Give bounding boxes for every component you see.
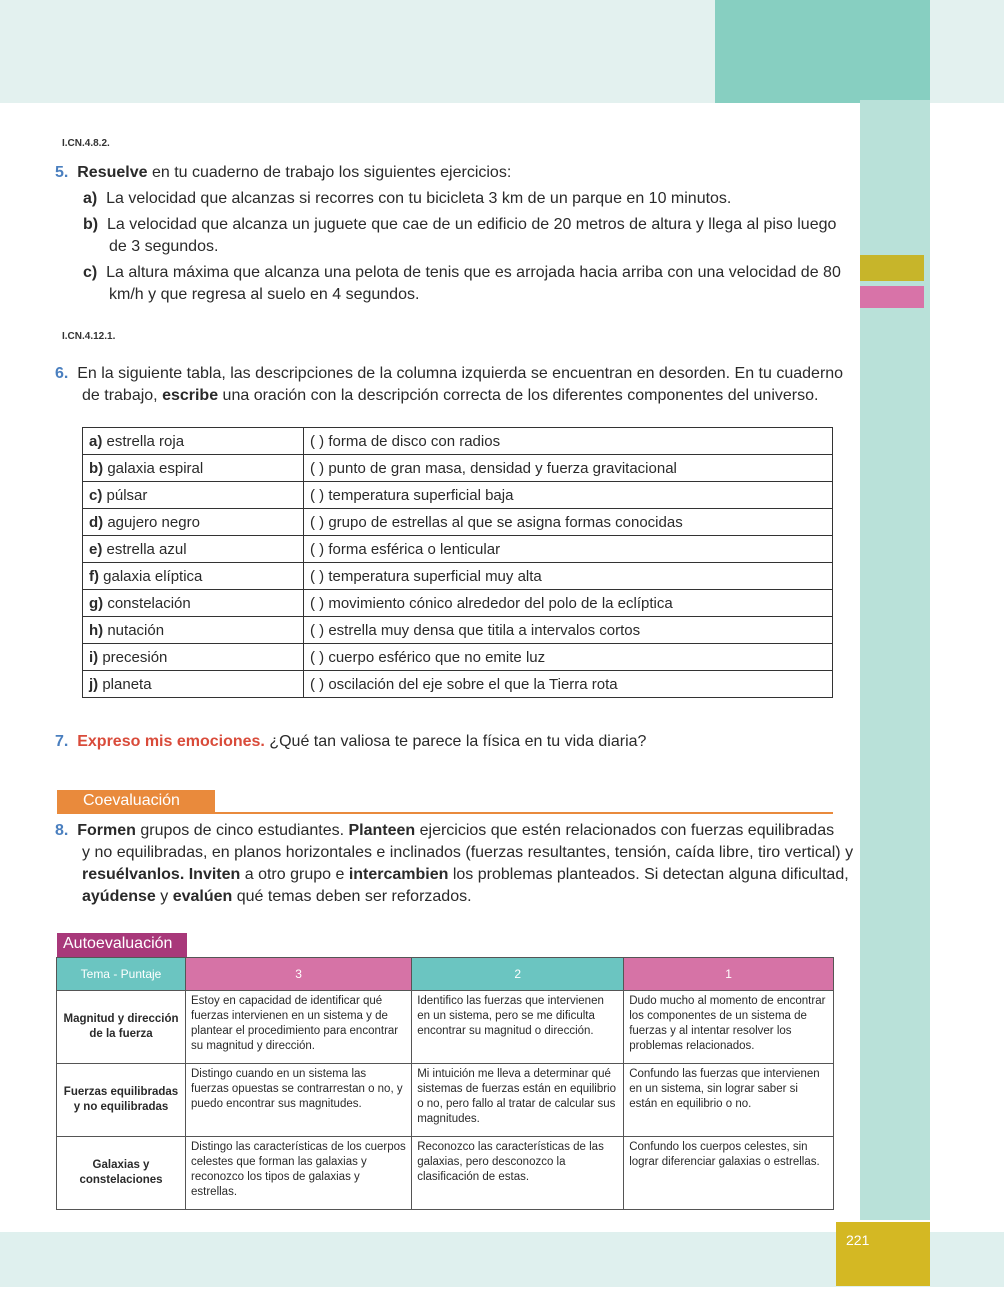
page-number: 221 (836, 1222, 930, 1286)
rubric-cell: Estoy en capacidad de identificar qué fuerzas intervienen en un sistema y de plantear el procedimiento para encontrar su magnitud y dirección. (186, 991, 412, 1064)
question-5-stem (55, 162, 511, 184)
text-part: resuélvanlos. (82, 866, 185, 883)
table-row (83, 428, 833, 455)
table-row (83, 455, 833, 482)
row-term: galaxia espiral (103, 459, 204, 477)
row-letter: d) (89, 513, 104, 531)
row-letter: g) (89, 594, 104, 612)
left-cell (83, 590, 304, 617)
rubric-row (57, 991, 834, 1064)
text-part: los problemas planteados. Si detectan alguna dificultad, (448, 866, 849, 883)
coevaluacion-header: Coevaluación (57, 790, 215, 814)
q5-item-c-cont: km/h y que regresa al suelo en 4 segundos. (109, 286, 420, 303)
left-cell (83, 563, 304, 590)
item-letter: a) (83, 190, 98, 207)
q5-item-b (83, 214, 836, 236)
question-text: en tu cuaderno de trabajo los siguientes ejercicios: (147, 164, 512, 181)
rubric-table (56, 957, 834, 1210)
left-cell (83, 536, 304, 563)
rubric-topic: Magnitud y dirección de la fuerza (57, 991, 186, 1064)
text-part: de trabajo, (82, 387, 163, 404)
question-verb: Resuelve (77, 164, 148, 181)
question-6-stem (55, 363, 843, 385)
left-cell (83, 455, 304, 482)
right-cell: ( ) forma esférica o lenticular (304, 536, 833, 563)
text-part: escribe (162, 387, 219, 404)
right-cell: ( ) cuerpo esférico que no emite luz (304, 644, 833, 671)
row-term: púlsar (102, 486, 148, 504)
rubric-cell: Identifico las fuerzas que intervienen en un sistema, pero se me dificulta encontrar su magnitud o dirección. (412, 991, 624, 1064)
table-row (83, 536, 833, 563)
text-part: intercambien (348, 866, 449, 883)
right-cell: ( ) movimiento cónico alrededor del polo de la eclíptica (304, 590, 833, 617)
left-cell (83, 671, 304, 698)
rubric-cell: Confundo las fuerzas que intervienen en un sistema, sin lograr saber si están en equilibrio o no. (624, 1064, 834, 1137)
row-term: precesión (98, 648, 168, 666)
rubric-header-row (57, 958, 834, 991)
row-letter: f) (89, 567, 99, 585)
question-6-stem-cont (82, 385, 818, 407)
question-number: 7. (55, 733, 69, 750)
question-8-line4 (82, 886, 472, 908)
header-score-1: 1 (624, 958, 834, 991)
rubric-cell: Distingo cuando en un sistema las fuerzas opuestas se contrarrestan o no, y puedo encontrar sus magnitudes. (186, 1064, 412, 1137)
autoevaluacion-header: Autoevaluación (57, 933, 187, 957)
text-part: grupos de cinco estudiantes. (135, 822, 349, 839)
indicator-code: I.CN.4.8.2. (62, 138, 110, 149)
rubric-cell: Distingo las características de los cuerpos celestes que forman las galaxias y reconozco los tipos de galaxias y estrellas. (186, 1137, 412, 1210)
row-letter: j) (89, 675, 99, 693)
q5-item-a (83, 188, 731, 210)
rubric-row (57, 1137, 834, 1210)
question-7 (55, 731, 646, 753)
left-cell (83, 617, 304, 644)
table-row (83, 563, 833, 590)
coevaluacion-divider (57, 812, 833, 814)
left-cell (83, 428, 304, 455)
right-cell: ( ) punto de gran masa, densidad y fuerza gravitacional (304, 455, 833, 482)
header-tema: Tema - Puntaje (57, 958, 186, 991)
text-part: ejercicios que estén relacionados con fuerzas equilibradas (415, 822, 835, 839)
olive-tab-marker (860, 255, 924, 281)
text-part: ayúdense (82, 888, 156, 905)
text-part: Formen (77, 822, 136, 839)
q5-item-c (83, 262, 841, 284)
text-part: Inviten (188, 866, 241, 883)
table-row (83, 590, 833, 617)
right-cell: ( ) temperatura superficial baja (304, 482, 833, 509)
item-text: La altura máxima que alcanza una pelota de tenis que es arrojada hacia arriba con una velocidad de 80 (106, 264, 841, 281)
rubric-cell: Dudo mucho al momento de encontrar los componentes de un sistema de fuerzas y al intentar resolver los problemas relacionados. (624, 991, 834, 1064)
question-8-line1 (55, 820, 834, 842)
row-term: agujero negro (103, 513, 200, 531)
emotion-heading: Expreso mis emociones. (77, 733, 265, 750)
q5-item-b-cont: de 3 segundos. (109, 238, 219, 255)
row-letter: i) (89, 648, 99, 666)
text-part: evalúen (172, 888, 233, 905)
right-cell: ( ) oscilación del eje sobre el que la Tierra rota (304, 671, 833, 698)
rubric-cell: Mi intuición me lleva a determinar qué sistemas de fuerzas están en equilibrio o no, pero fallo al tratar de calcular sus magnitudes. (412, 1064, 624, 1137)
right-cell: ( ) forma de disco con radios (304, 428, 833, 455)
table-row (83, 644, 833, 671)
question-8-line3 (82, 864, 849, 886)
item-text: La velocidad que alcanzas si recorres con tu bicicleta 3 km de un parque en 10 minutos. (106, 190, 732, 207)
text-part: una oración con la descripción correcta de los diferentes componentes del universo. (218, 387, 819, 404)
row-letter: b) (89, 459, 104, 477)
row-letter: a) (89, 432, 103, 450)
table-row (83, 482, 833, 509)
right-cell: ( ) temperatura superficial muy alta (304, 563, 833, 590)
right-cell: ( ) grupo de estrellas al que se asigna formas conocidas (304, 509, 833, 536)
table-row (83, 509, 833, 536)
right-cell: ( ) estrella muy densa que titila a intervalos cortos (304, 617, 833, 644)
row-term: estrella roja (102, 432, 185, 450)
row-letter: h) (89, 621, 104, 639)
indicator-code: I.CN.4.12.1. (62, 331, 116, 342)
matching-table (82, 427, 833, 698)
text-part: qué temas deben ser reforzados. (232, 888, 472, 905)
item-letter: b) (83, 216, 99, 233)
header-score-3: 3 (186, 958, 412, 991)
question-text: ¿Qué tan valiosa te parece la física en tu vida diaria? (264, 733, 647, 750)
row-term: planeta (98, 675, 152, 693)
question-number: 6. (55, 365, 69, 382)
table-row (83, 617, 833, 644)
rubric-row (57, 1064, 834, 1137)
item-letter: c) (83, 264, 98, 281)
text-part: Planteen (348, 822, 416, 839)
question-8-line2: y no equilibradas, en planos horizontales e inclinados (fuerzas resultantes, tensión, caída libre, tiro vertical) y (82, 844, 854, 861)
table-row (83, 671, 833, 698)
rubric-cell: Confundo los cuerpos celestes, sin lograr diferenciar galaxias o estrellas. (624, 1137, 834, 1210)
text-part: a otro grupo e (240, 866, 349, 883)
question-number: 8. (55, 822, 69, 839)
left-cell (83, 482, 304, 509)
rubric-topic: Galaxias y constelaciones (57, 1137, 186, 1210)
item-text: La velocidad que alcanza un juguete que cae de un edificio de 20 metros de altura y llega al piso luego (107, 216, 837, 233)
row-letter: c) (89, 486, 103, 504)
row-term: estrella azul (102, 540, 187, 558)
left-cell (83, 509, 304, 536)
rubric-topic: Fuerzas equilibradas y no equilibradas (57, 1064, 186, 1137)
text-part: y (155, 888, 173, 905)
row-term: galaxia elíptica (99, 567, 203, 585)
rubric-cell: Reconozco las características de las galaxias, pero desconozco la clasificación de estas. (412, 1137, 624, 1210)
row-letter: e) (89, 540, 103, 558)
question-number: 5. (55, 164, 69, 181)
left-cell (83, 644, 304, 671)
question-text: En la siguiente tabla, las descripciones de la columna izquierda se encuentran en desorden. En tu cuaderno (77, 365, 844, 382)
header-score-2: 2 (412, 958, 624, 991)
row-term: constelación (103, 594, 191, 612)
pink-tab-marker (860, 286, 924, 308)
row-term: nutación (103, 621, 165, 639)
